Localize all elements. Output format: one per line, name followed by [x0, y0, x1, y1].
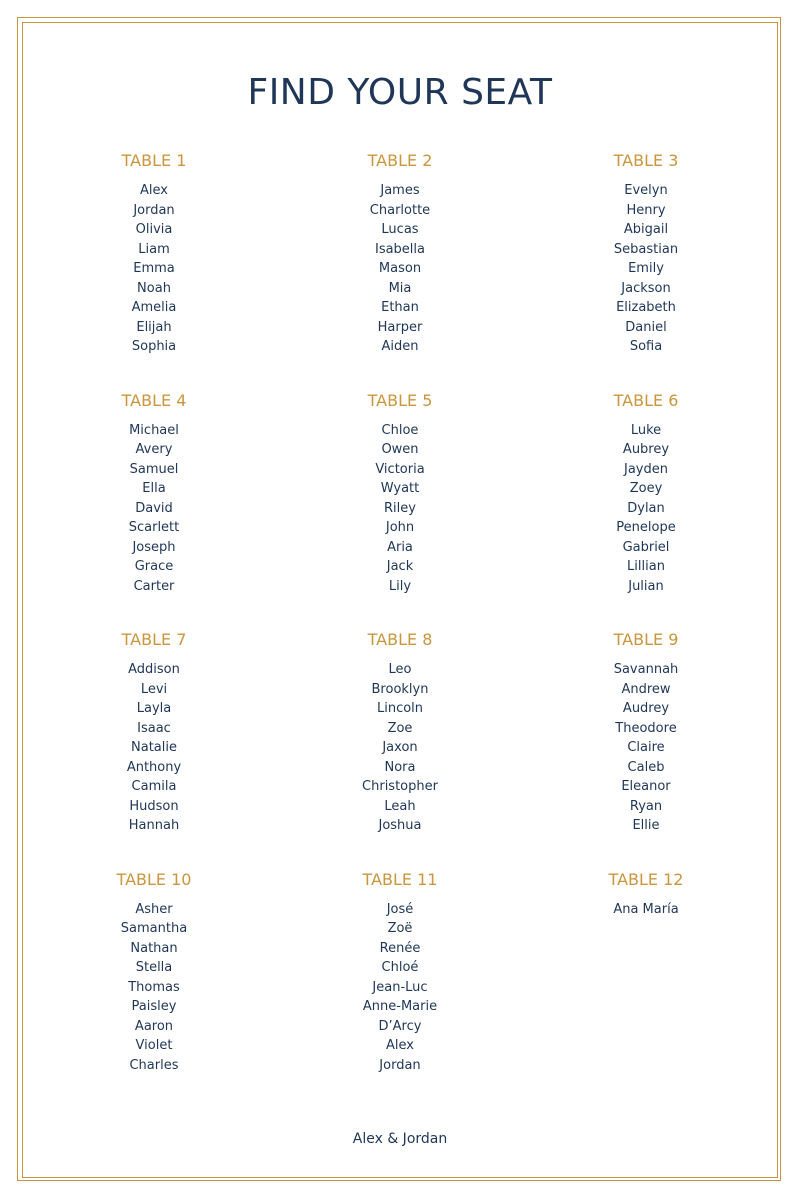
- guest-name: Dylan: [627, 500, 665, 516]
- guest-name: Ella: [142, 481, 166, 496]
- guest-name: Lillian: [627, 559, 665, 574]
- table-block: [523, 869, 769, 1109]
- guest-name: Gabriel: [622, 539, 670, 555]
- table-block: [277, 629, 523, 869]
- guest-name: Sofia: [629, 339, 663, 354]
- guest-name: James: [380, 183, 420, 198]
- guest-name: Lincoln: [376, 701, 424, 716]
- guest-name: Ethan: [381, 300, 419, 315]
- guest-name: John: [385, 520, 415, 535]
- guest-name: Carter: [133, 578, 175, 594]
- guest-name: Ana María: [613, 901, 679, 917]
- table-name: TABLE 9: [613, 630, 679, 649]
- guest-name: Eleanor: [621, 779, 671, 794]
- guest-name: José: [386, 901, 414, 917]
- guest-name: Savannah: [613, 662, 679, 677]
- table-block: [523, 150, 769, 390]
- guest-name: Mason: [378, 261, 422, 276]
- guest-name: Layla: [136, 701, 172, 716]
- guest-list: [614, 660, 679, 836]
- guest-name: Julian: [628, 578, 664, 594]
- table-name: TABLE 2: [367, 151, 433, 170]
- guest-list: [127, 660, 181, 836]
- table-block: [31, 150, 277, 390]
- table-name: TABLE 10: [116, 869, 192, 889]
- guest-name: Lily: [388, 578, 412, 594]
- guest-name: Michael: [129, 422, 179, 438]
- table-name: TABLE 8: [367, 630, 433, 649]
- guest-name: Hudson: [129, 798, 179, 814]
- guest-name: Leah: [384, 798, 416, 814]
- guest-name: David: [135, 500, 173, 516]
- guest-name: Jordan: [133, 202, 175, 218]
- guest-name: Jaxon: [382, 740, 418, 755]
- guest-name: Amelia: [131, 300, 177, 315]
- table-name: TABLE 4: [121, 390, 187, 410]
- guest-name: Anthony: [126, 759, 182, 775]
- guest-name: Noah: [137, 280, 171, 296]
- guest-list: [370, 181, 430, 357]
- guest-name: Anne-Marie: [362, 999, 438, 1014]
- guest-name: Andrew: [621, 681, 671, 697]
- guest-name: Samuel: [129, 461, 179, 477]
- guest-name: Ellie: [632, 818, 660, 833]
- guest-name: Sebastian: [613, 241, 679, 257]
- guest-name: Olivia: [135, 222, 173, 237]
- guest-name: Aiden: [381, 339, 419, 354]
- page-title: FIND YOUR SEAT: [247, 72, 553, 113]
- guest-name: Mia: [388, 280, 412, 296]
- table-block: [31, 869, 277, 1109]
- guest-name: Zoe: [387, 720, 413, 736]
- guest-name: Camila: [131, 779, 177, 794]
- guest-name: Levi: [140, 681, 168, 697]
- guest-name: Jean-Luc: [372, 979, 428, 995]
- guest-name: Penelope: [616, 520, 676, 535]
- guest-name: Charles: [129, 1057, 179, 1073]
- table-name: TABLE 1: [121, 151, 187, 170]
- guest-name: Emily: [628, 261, 664, 276]
- guest-name: Scarlett: [128, 520, 180, 535]
- guest-name: Luke: [630, 422, 662, 438]
- guest-name: Owen: [381, 442, 419, 457]
- guest-name: Caleb: [627, 759, 665, 775]
- guest-name: Emma: [133, 261, 175, 276]
- guest-name: Claire: [627, 740, 665, 755]
- guest-name: Henry: [626, 202, 666, 218]
- guest-name: Aubrey: [622, 442, 670, 457]
- guest-list: [362, 660, 438, 836]
- guest-name: Hannah: [128, 818, 180, 833]
- guest-name: Sophia: [131, 339, 177, 354]
- guest-name: Isabella: [374, 241, 425, 257]
- table-block: [523, 629, 769, 869]
- guest-name: Stella: [135, 960, 173, 975]
- guest-name: Asher: [135, 901, 173, 917]
- couple-names: Alex & Jordan: [352, 1131, 448, 1147]
- guest-name: Aaron: [134, 1018, 174, 1034]
- guest-name: Chloé: [381, 960, 419, 975]
- guest-list: [613, 900, 678, 920]
- guest-name: Zoey: [629, 481, 663, 496]
- table-block: [31, 629, 277, 869]
- guest-name: Evelyn: [624, 183, 668, 198]
- guest-name: Leo: [388, 662, 412, 677]
- guest-name: Jackson: [621, 280, 671, 296]
- table-name: TABLE 11: [362, 869, 438, 889]
- guest-name: Renée: [379, 940, 421, 956]
- table-block: [31, 390, 277, 630]
- table-name: TABLE 6: [613, 390, 679, 410]
- guest-list: [616, 421, 675, 597]
- guest-name: Brooklyn: [371, 681, 429, 697]
- guest-name: Avery: [135, 442, 173, 457]
- guest-name: Ryan: [629, 798, 663, 814]
- table-name: TABLE 5: [367, 390, 433, 410]
- guest-name: Chloe: [381, 422, 419, 438]
- guest-name: Alex: [386, 1038, 414, 1053]
- table-name: TABLE 12: [608, 869, 684, 889]
- guest-name: Jack: [386, 559, 414, 574]
- guest-list: [132, 181, 177, 357]
- guest-name: Elizabeth: [616, 300, 676, 315]
- table-block: [523, 390, 769, 630]
- guest-list: [121, 900, 187, 1076]
- guest-name: Samantha: [120, 921, 188, 936]
- guest-name: Paisley: [131, 999, 177, 1014]
- guest-name: Liam: [138, 241, 170, 257]
- table-block: [277, 150, 523, 390]
- seating-grid: [31, 150, 769, 1108]
- guest-name: Harper: [377, 319, 423, 335]
- guest-name: Grace: [134, 559, 174, 574]
- guest-name: Riley: [384, 500, 416, 516]
- guest-name: Joshua: [378, 818, 422, 833]
- guest-name: Alex: [140, 183, 168, 198]
- guest-list: [375, 421, 424, 597]
- guest-name: Jordan: [379, 1057, 421, 1073]
- guest-name: Theodore: [615, 720, 677, 736]
- guest-name: D’Arcy: [378, 1018, 422, 1034]
- guest-name: Addison: [128, 662, 180, 677]
- table-name: TABLE 7: [121, 630, 187, 649]
- guest-name: Charlotte: [369, 202, 431, 218]
- guest-name: Natalie: [131, 740, 177, 755]
- guest-name: Violet: [135, 1038, 173, 1053]
- guest-list: [363, 900, 437, 1076]
- table-name: TABLE 3: [613, 151, 679, 170]
- guest-list: [614, 181, 678, 357]
- guest-name: Victoria: [375, 461, 425, 477]
- guest-name: Wyatt: [380, 481, 420, 496]
- guest-name: Jayden: [624, 461, 668, 477]
- guest-name: Nathan: [130, 940, 178, 956]
- guest-list: [129, 421, 180, 597]
- guest-name: Isaac: [137, 720, 171, 736]
- guest-name: Elijah: [136, 319, 172, 335]
- guest-name: Joseph: [132, 539, 176, 555]
- guest-name: Daniel: [625, 319, 667, 335]
- guest-name: Christopher: [362, 779, 438, 794]
- guest-name: Zoë: [387, 921, 413, 936]
- table-block: [277, 869, 523, 1109]
- guest-name: Nora: [384, 759, 416, 775]
- guest-name: Abigail: [623, 222, 669, 237]
- guest-name: Thomas: [128, 979, 180, 995]
- guest-name: Audrey: [622, 701, 670, 716]
- guest-name: Aria: [387, 539, 413, 555]
- table-block: [277, 390, 523, 630]
- guest-name: Lucas: [381, 222, 419, 237]
